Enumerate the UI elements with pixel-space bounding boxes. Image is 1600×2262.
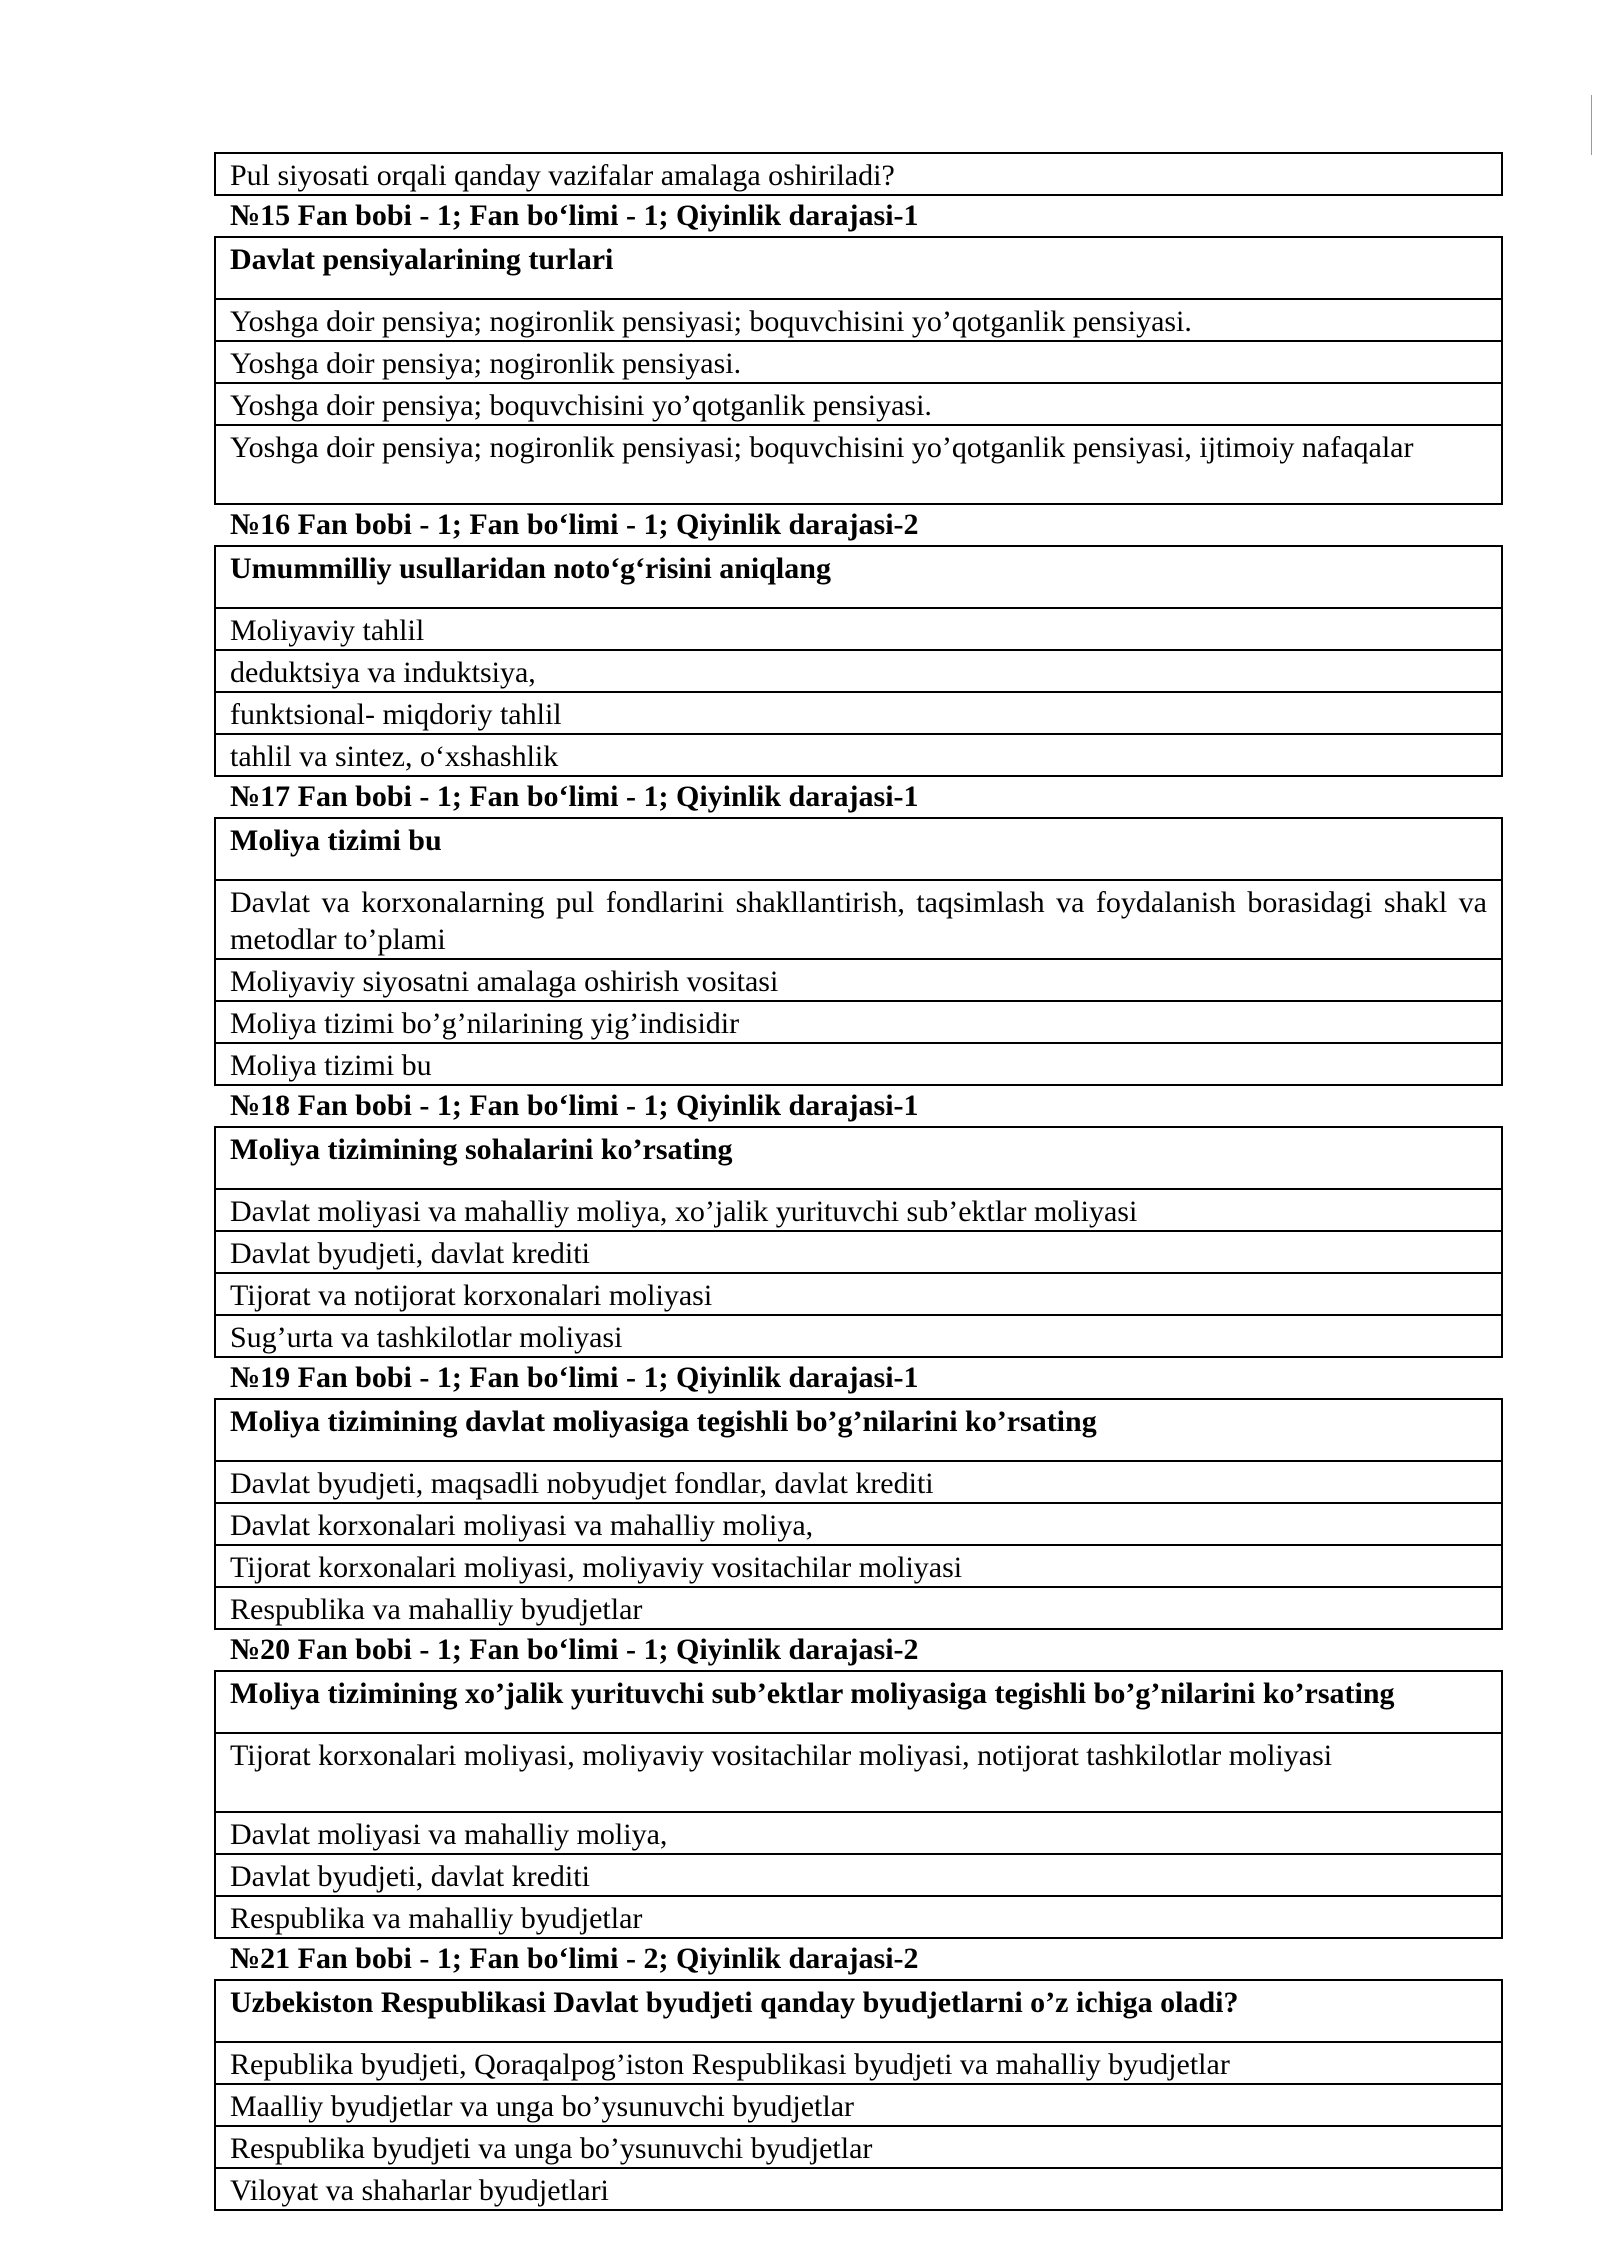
question-header: №15 Fan bobi - 1; Fan bo‘limi - 1; Qiyinlik darajasi-1 xyxy=(230,199,919,232)
answer-option: Davlat byudjeti, maqsadli nobyudjet fondlar, davlat krediti xyxy=(215,1461,1502,1503)
question-block xyxy=(214,1630,1503,1939)
question-block xyxy=(214,505,1503,777)
question-table xyxy=(214,1670,1503,1939)
question-table xyxy=(214,236,1503,505)
answer-option: Yoshga doir pensiya; nogironlik pensiyasi; boquvchisini yo’qotganlik pensiyasi, ijtimoiy nafaqalar xyxy=(215,425,1502,504)
question-table xyxy=(214,817,1503,1086)
previous-question-table xyxy=(214,152,1503,196)
question-table xyxy=(214,545,1503,777)
question-header: №20 Fan bobi - 1; Fan bo‘limi - 1; Qiyinlik darajasi-2 xyxy=(230,1633,919,1666)
question-block xyxy=(214,1086,1503,1358)
answer-option: Yoshga doir pensiya; boquvchisini yo’qotganlik pensiyasi. xyxy=(215,383,1502,425)
answer-option: funktsional- miqdoriy tahlil xyxy=(215,692,1502,734)
answer-option: Respublika va mahalliy byudjetlar xyxy=(215,1587,1502,1629)
question-text: Davlat pensiyalarining turlari xyxy=(215,237,1502,299)
answer-option: Moliya tizimi bo’g’nilarining yig’indisidir xyxy=(215,1001,1502,1043)
answer-option: Tijorat korxonalari moliyasi, moliyaviy vositachilar moliyasi, notijorat tashkilotlar moliyasi xyxy=(215,1733,1502,1812)
answer-option: tahlil va sintez, o‘xshashlik xyxy=(215,734,1502,776)
question-text: Moliya tizimining sohalarini ko’rsating xyxy=(215,1127,1502,1189)
question-text: Uzbekiston Respublikasi Davlat byudjeti qanday byudjetlarni o’z ichiga oladi? xyxy=(215,1980,1502,2042)
previous-question-text: Pul siyosati orqali qanday vazifalar amalaga oshiriladi? xyxy=(215,153,1502,195)
question-header: №17 Fan bobi - 1; Fan bo‘limi - 1; Qiyinlik darajasi-1 xyxy=(230,780,919,813)
answer-option: Maalliy byudjetlar va unga bo’ysunuvchi byudjetlar xyxy=(215,2084,1502,2126)
answer-option: Yoshga doir pensiya; nogironlik pensiyasi. xyxy=(215,341,1502,383)
question-header: №16 Fan bobi - 1; Fan bo‘limi - 1; Qiyinlik darajasi-2 xyxy=(230,508,919,541)
answer-option: Davlat moliyasi va mahalliy moliya, xo’jalik yurituvchi sub’ektlar moliyasi xyxy=(215,1189,1502,1231)
answer-option: Davlat korxonalari moliyasi va mahalliy moliya, xyxy=(215,1503,1502,1545)
question-header: №19 Fan bobi - 1; Fan bo‘limi - 1; Qiyinlik darajasi-1 xyxy=(230,1361,919,1394)
question-block xyxy=(214,777,1503,1086)
answer-option: Tijorat va notijorat korxonalari moliyasi xyxy=(215,1273,1502,1315)
answer-option: Moliya tizimi bu xyxy=(215,1043,1502,1085)
answer-option: Respublika va mahalliy byudjetlar xyxy=(215,1896,1502,1938)
question-block xyxy=(214,1358,1503,1630)
question-table xyxy=(214,1126,1503,1358)
question-table xyxy=(214,1398,1503,1630)
answer-option: Davlat byudjeti, davlat krediti xyxy=(215,1231,1502,1273)
answer-option: Moliyaviy siyosatni amalaga oshirish vositasi xyxy=(215,959,1502,1001)
answer-option: deduktsiya va induktsiya, xyxy=(215,650,1502,692)
answer-option: Davlat moliyasi va mahalliy moliya, xyxy=(215,1812,1502,1854)
question-text: Moliya tizimining davlat moliyasiga tegishli bo’g’nilarini ko’rsating xyxy=(215,1399,1502,1461)
answer-option: Moliyaviy tahlil xyxy=(215,608,1502,650)
answer-option: Republika byudjeti, Qoraqalpog’iston Respublikasi byudjeti va mahalliy byudjetlar xyxy=(215,2042,1502,2084)
answer-option: Davlat byudjeti, davlat krediti xyxy=(215,1854,1502,1896)
question-block xyxy=(214,196,1503,505)
question-text: Moliya tizimi bu xyxy=(215,818,1502,880)
answer-option: Yoshga doir pensiya; nogironlik pensiyasi; boquvchisini yo’qotganlik pensiyasi. xyxy=(215,299,1502,341)
answer-option: Tijorat korxonalari moliyasi, moliyaviy vositachilar moliyasi xyxy=(215,1545,1502,1587)
question-table xyxy=(214,1979,1503,2211)
page-edge-line xyxy=(1591,95,1592,155)
question-block xyxy=(214,1939,1503,2211)
document-body xyxy=(214,152,1503,2211)
question-list xyxy=(214,196,1503,2211)
answer-option: Sug’urta va tashkilotlar moliyasi xyxy=(215,1315,1502,1357)
question-header: №18 Fan bobi - 1; Fan bo‘limi - 1; Qiyinlik darajasi-1 xyxy=(230,1089,919,1122)
answer-option: Respublika byudjeti va unga bo’ysunuvchi byudjetlar xyxy=(215,2126,1502,2168)
question-header: №21 Fan bobi - 1; Fan bo‘limi - 2; Qiyinlik darajasi-2 xyxy=(230,1942,919,1975)
answer-option: Davlat va korxonalarning pul fondlarini shakllantirish, taqsimlash va foydalanish borasidagi shakl va metodlar to’plami xyxy=(215,880,1502,959)
answer-option: Viloyat va shaharlar byudjetlari xyxy=(215,2168,1502,2210)
question-text: Umummilliy usullaridan noto‘g‘risini aniqlang xyxy=(215,546,1502,608)
question-text: Moliya tizimining xo’jalik yurituvchi sub’ektlar moliyasiga tegishli bo’g’nilarini ko’rsating xyxy=(215,1671,1502,1733)
